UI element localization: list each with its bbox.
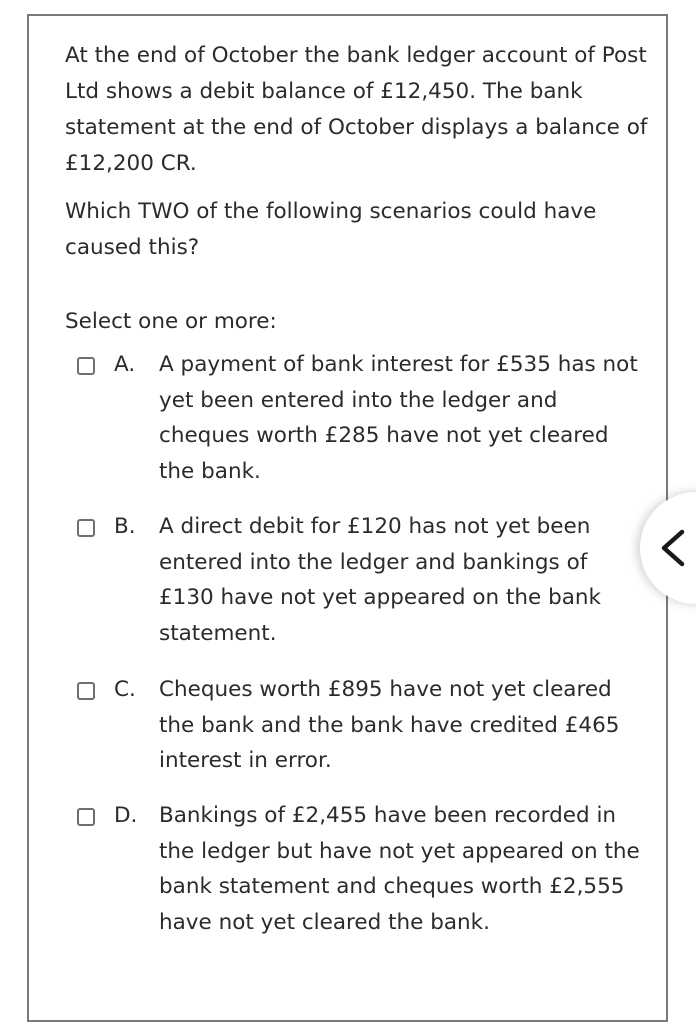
option-a-checkbox[interactable] xyxy=(77,357,95,375)
option-d-checkbox[interactable] xyxy=(77,808,95,826)
question-paragraph-1: At the end of October the bank ledger account of Post Ltd shows a debit balance of £12,450. The bank statement at the end of October displays a balance of £12,200 CR. xyxy=(65,43,648,176)
option-a-text: A payment of bank interest for £535 has not yet been entered into the ledger and cheques worth £285 have not yet cleared the bank. xyxy=(159,352,638,484)
option-d-letter: D. xyxy=(114,803,138,828)
chevron-left-icon xyxy=(658,528,688,568)
option-c-checkbox[interactable] xyxy=(77,682,95,700)
option-b-text: A direct debit for £120 has not yet been entered into the ledger and bankings of £130 have not yet appeared on the bank statement. xyxy=(159,514,601,646)
question-paragraph-2: Which TWO of the following scenarios could have caused this? xyxy=(65,199,597,260)
select-instruction: Select one or more: xyxy=(65,309,277,334)
option-c-text: Cheques worth £895 have not yet cleared the bank and the bank have credited £465 interest in error. xyxy=(159,677,620,773)
question-text xyxy=(65,38,655,278)
option-c-letter: C. xyxy=(114,677,136,702)
question-card xyxy=(27,14,668,1022)
option-d-text: Bankings of £2,455 have been recorded in the ledger but have not yet appeared on the bank statement and cheques worth £2,555 have not yet cleared the bank. xyxy=(159,803,640,935)
option-b-letter: B. xyxy=(114,514,136,539)
option-b-checkbox[interactable] xyxy=(77,519,95,537)
option-a-letter: A. xyxy=(114,352,136,377)
